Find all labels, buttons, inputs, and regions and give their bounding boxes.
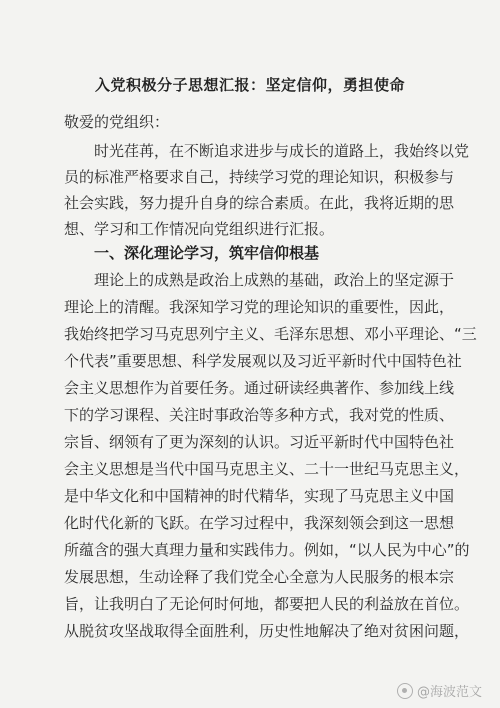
paragraph-line: 个代表”重要思想、科学发展观以及习近平新时代中国特色社 (64, 352, 462, 370)
section-heading: 一、深化理论学习，筑牢信仰根基 (94, 244, 320, 262)
paragraph-line: 从脱贫攻坚战取得全面胜利，历史性地解决了绝对贫困问题， (64, 622, 470, 640)
paragraph-line: 想、学习和工作情况向党组织进行汇报。 (64, 220, 335, 238)
watermark-logo-icon (397, 683, 413, 699)
paragraph-line: 员的标准严格要求自己，持续学习党的理论知识，积极参与 (64, 168, 455, 186)
paragraph-line: 所蕴含的强大真理力量和实践伟力。例如，“以人民为中心”的 (64, 541, 470, 559)
paragraph-line: 发展思想，生动诠释了我们党全心全意为人民服务的根本宗 (64, 568, 455, 586)
paragraph-line: 宗旨、纲领有了更为深刻的认识。习近平新时代中国特色社 (64, 433, 455, 451)
paragraph-line: 时光荏苒，在不断追求进步与成长的道路上，我始终以党 (94, 142, 470, 160)
document-title: 入党积极分子思想汇报：坚定信仰，勇担使命 (94, 76, 405, 94)
watermark-text: @海波范文 (416, 685, 482, 700)
paragraph-line: 化时代化新的飞跃。在学习过程中，我深刻领会到这一思想 (64, 514, 455, 532)
salutation: 敬爱的党组织： (64, 113, 170, 131)
paragraph-line: 旨，让我明白了无论何时何地，都要把人民的利益放在首位。 (64, 595, 470, 613)
paragraph-line: 是中华文化和中国精神的时代精华，实现了马克思主义中国 (64, 487, 455, 505)
paragraph-line: 我始终把学习马克思列宁主义、毛泽东思想、邓小平理论、“三 (64, 325, 477, 343)
paragraph-line: 会主义思想作为首要任务。通过研读经典著作、参加线上线 (64, 379, 455, 397)
paragraph-line: 理论上的清醒。我深知学习党的理论知识的重要性，因此， (64, 298, 455, 316)
paragraph-line: 社会实践，努力提升自身的综合素质。在此，我将近期的思 (64, 194, 455, 212)
paragraph-line: 会主义思想是当代中国马克思主义、二十一世纪马克思主义， (64, 460, 470, 478)
watermark (397, 681, 482, 700)
paragraph-line: 理论上的成熟是政治上成熟的基础，政治上的坚定源于 (94, 271, 455, 289)
paragraph-line: 下的学习课程、关注时事政治等多种方式，我对党的性质、 (64, 406, 455, 424)
